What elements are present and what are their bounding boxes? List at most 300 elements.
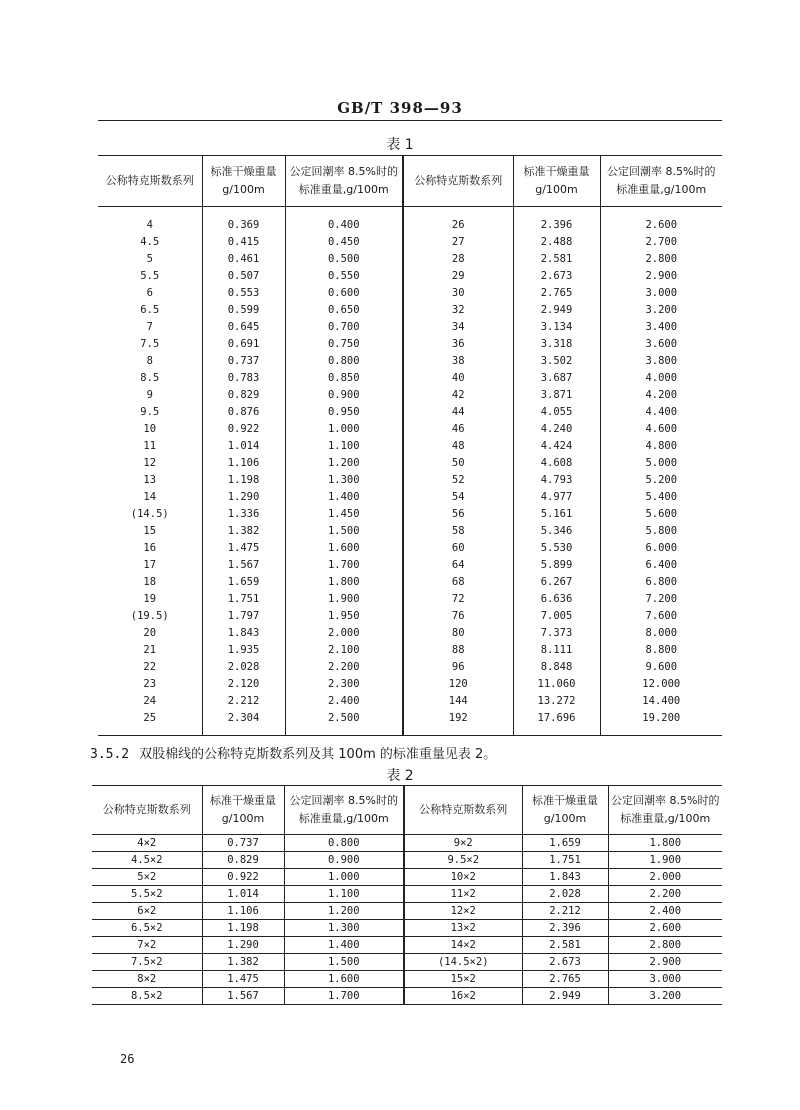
table1-header-dry-weight: 标准干燥重量 g/100m (202, 156, 285, 207)
tex-series-cell: 10×2 (404, 869, 522, 886)
tex-series-cell: 15 (98, 523, 202, 540)
table2 (92, 785, 722, 1005)
table2-header-row (92, 786, 722, 835)
dry-weight-cell: 2.581 (522, 937, 608, 954)
moisture-weight-cell: 2.800 (645, 253, 678, 265)
dry-weight-cell: 1.567 (202, 988, 284, 1005)
tex-series-cell: 6.5×2 (92, 920, 202, 937)
dry-weight-cell: 1.751 (202, 591, 285, 608)
moisture-weight-cell: 1.600 (284, 971, 404, 988)
moisture-weight-cell: 1.300 (285, 472, 403, 489)
moisture-weight-cell: 2.200 (608, 886, 722, 903)
dry-weight-cell: 3.687 (513, 370, 600, 387)
moisture-weight-cell: 5.000 (645, 457, 678, 469)
dry-weight-cell: 7.373 (513, 625, 600, 642)
dry-weight-cell: 1.198 (202, 472, 285, 489)
dry-weight-cell: 3.318 (513, 336, 600, 353)
table1-row (98, 574, 722, 591)
tex-series-cell: 40 (403, 370, 513, 387)
table1-row (98, 472, 722, 489)
moisture-weight-cell: 0.850 (285, 370, 403, 387)
dry-weight-cell: 1.475 (202, 540, 285, 557)
table2-row (92, 869, 722, 886)
moisture-weight-cell: 2.200 (285, 659, 403, 676)
tex-series-cell: 144 (403, 693, 513, 710)
dry-weight-cell: 1.797 (202, 608, 285, 625)
dry-weight-cell: 2.212 (522, 903, 608, 920)
dry-weight-cell: 3.871 (513, 387, 600, 404)
moisture-weight-cell: 8.800 (645, 644, 678, 656)
moisture-weight-cell: 6.800 (645, 576, 678, 588)
moisture-weight-cell: 3.200 (645, 304, 678, 316)
table1-row (98, 455, 722, 472)
dry-weight-cell: 2.304 (202, 710, 285, 736)
moisture-weight-cell: 1.100 (285, 438, 403, 455)
moisture-weight-cell: 0.400 (285, 207, 403, 235)
dry-weight-cell: 0.922 (202, 421, 285, 438)
tex-series-cell: 80 (403, 625, 513, 642)
dry-weight-cell: 1.382 (202, 954, 284, 971)
dry-weight-cell: 2.765 (522, 971, 608, 988)
moisture-weight-cell: 1.200 (285, 455, 403, 472)
tex-series-cell: 6.5 (98, 302, 202, 319)
tex-series-cell: 192 (403, 710, 513, 736)
tex-series-cell: 9.5 (98, 404, 202, 421)
dry-weight-cell: 0.415 (202, 234, 285, 251)
table1-row (98, 489, 722, 506)
tex-series-cell: 5.5×2 (92, 886, 202, 903)
table1-row (98, 591, 722, 608)
dry-weight-cell: 6.267 (513, 574, 600, 591)
table1-row (98, 387, 722, 404)
table2-header-moisture-weight-right: 公定回潮率 8.5%时的标准重量,g/100m (608, 786, 722, 835)
tex-series-cell: 17 (98, 557, 202, 574)
moisture-weight-cell: 2.000 (608, 869, 722, 886)
dry-weight-cell: 0.599 (202, 302, 285, 319)
tex-series-cell: 15×2 (404, 971, 522, 988)
tex-series-cell: 5.5 (98, 268, 202, 285)
tex-series-cell: 9×2 (404, 835, 522, 852)
moisture-weight-cell: 2.700 (645, 236, 678, 248)
tex-series-cell: 7.5 (98, 336, 202, 353)
tex-series-cell: 56 (403, 506, 513, 523)
moisture-weight-cell: 0.600 (285, 285, 403, 302)
dry-weight-cell: 4.793 (513, 472, 600, 489)
dry-weight-cell: 1.843 (202, 625, 285, 642)
dry-weight-cell: 1.382 (202, 523, 285, 540)
tex-series-cell: 6×2 (92, 903, 202, 920)
moisture-weight-cell: 1.600 (285, 540, 403, 557)
tex-series-cell: 23 (98, 676, 202, 693)
tex-series-cell: 30 (403, 285, 513, 302)
table1-row (98, 659, 722, 676)
tex-series-cell: 21 (98, 642, 202, 659)
tex-series-cell: 28 (403, 251, 513, 268)
table2-header-moisture-weight: 公定回潮率 8.5%时的标准重量,g/100m (284, 786, 404, 835)
dry-weight-cell: 2.488 (513, 234, 600, 251)
moisture-weight-cell: 1.800 (608, 835, 722, 852)
dry-weight-cell: 2.396 (513, 207, 600, 235)
dry-weight-cell: 5.346 (513, 523, 600, 540)
tex-series-cell: 58 (403, 523, 513, 540)
moisture-weight-cell: 4.600 (645, 423, 678, 435)
moisture-weight-cell: 0.800 (285, 353, 403, 370)
moisture-weight-cell: 2.800 (608, 937, 722, 954)
dry-weight-cell: 0.783 (202, 370, 285, 387)
moisture-weight-cell: 0.800 (284, 835, 404, 852)
table2-header-dry-weight: 标准干燥重量 g/100m (202, 786, 284, 835)
tex-series-cell: 4×2 (92, 835, 202, 852)
dry-weight-cell: 2.673 (513, 268, 600, 285)
table1 (98, 155, 722, 736)
table1-row (98, 207, 722, 235)
table2-row (92, 988, 722, 1005)
dry-weight-cell: 1.475 (202, 971, 284, 988)
dry-weight-cell: 0.553 (202, 285, 285, 302)
dry-weight-cell: 11.060 (513, 676, 600, 693)
table1-row (98, 693, 722, 710)
tex-series-cell: 32 (403, 302, 513, 319)
tex-series-cell: (14.5) (98, 506, 202, 523)
dry-weight-cell: 2.028 (522, 886, 608, 903)
moisture-weight-cell: 0.450 (285, 234, 403, 251)
moisture-weight-cell: 7.600 (645, 610, 678, 622)
dry-weight-cell: 6.636 (513, 591, 600, 608)
section-number: 3.5.2 (90, 747, 130, 762)
dry-weight-cell: 2.949 (522, 988, 608, 1005)
tex-series-cell: 48 (403, 438, 513, 455)
table2-header-tex-series-right: 公称特克斯数系列 (404, 786, 522, 835)
table2-row (92, 920, 722, 937)
tex-series-cell: 4.5 (98, 234, 202, 251)
table2-row (92, 903, 722, 920)
tex-series-cell: 96 (403, 659, 513, 676)
moisture-weight-cell: 1.500 (284, 954, 404, 971)
tex-series-cell: 11×2 (404, 886, 522, 903)
tex-series-cell: 34 (403, 319, 513, 336)
table1-row (98, 540, 722, 557)
tex-series-cell: (14.5×2) (404, 954, 522, 971)
moisture-weight-cell: 4.400 (645, 406, 678, 418)
moisture-weight-cell: 6.000 (645, 542, 678, 554)
table1-header-row (98, 156, 722, 207)
moisture-weight-cell: 0.700 (285, 319, 403, 336)
dry-weight-cell: 1.659 (522, 835, 608, 852)
tex-series-cell: 20 (98, 625, 202, 642)
table1-row (98, 438, 722, 455)
tex-series-cell: 7×2 (92, 937, 202, 954)
table1-row (98, 302, 722, 319)
dry-weight-cell: 5.530 (513, 540, 600, 557)
moisture-weight-cell: 1.950 (285, 608, 403, 625)
tex-series-cell: 14×2 (404, 937, 522, 954)
dry-weight-cell: 13.272 (513, 693, 600, 710)
dry-weight-cell: 2.581 (513, 251, 600, 268)
dry-weight-cell: 8.848 (513, 659, 600, 676)
table1-header-dry-weight-right: 标准干燥重量 g/100m (513, 156, 600, 207)
dry-weight-cell: 4.240 (513, 421, 600, 438)
table1-row (98, 625, 722, 642)
table1-header-moisture-weight-right: 公定回潮率 8.5%时的标准重量,g/100m (600, 156, 722, 207)
dry-weight-cell: 1.935 (202, 642, 285, 659)
moisture-weight-cell: 1.000 (284, 869, 404, 886)
dry-weight-cell: 0.369 (202, 207, 285, 235)
moisture-weight-cell: 5.400 (645, 491, 678, 503)
dry-weight-cell: 4.977 (513, 489, 600, 506)
table1-row (98, 421, 722, 438)
tex-series-cell: 8.5 (98, 370, 202, 387)
tex-series-cell: 29 (403, 268, 513, 285)
moisture-weight-cell: 2.500 (285, 710, 403, 736)
header-rule (98, 120, 722, 121)
table1-header-tex-series-right: 公称特克斯数系列 (403, 156, 513, 207)
moisture-weight-cell: 2.600 (608, 920, 722, 937)
tex-series-cell: 22 (98, 659, 202, 676)
moisture-weight-cell: 2.300 (285, 676, 403, 693)
tex-series-cell: 16 (98, 540, 202, 557)
moisture-weight-cell: 0.500 (285, 251, 403, 268)
table1-caption: 表 1 (386, 137, 414, 153)
moisture-weight-cell: 1.700 (284, 988, 404, 1005)
moisture-weight-cell: 4.800 (645, 440, 678, 452)
table1-header-moisture-weight: 公定回潮率 8.5%时的标准重量,g/100m (285, 156, 403, 207)
table1-row (98, 557, 722, 574)
dry-weight-cell: 1.751 (522, 852, 608, 869)
table1-row (98, 251, 722, 268)
dry-weight-cell: 1.290 (202, 937, 284, 954)
tex-series-cell: 25 (98, 710, 202, 736)
tex-series-cell: 9 (98, 387, 202, 404)
dry-weight-cell: 1.336 (202, 506, 285, 523)
tex-series-cell: 27 (403, 234, 513, 251)
moisture-weight-cell: 0.900 (284, 852, 404, 869)
moisture-weight-cell: 0.650 (285, 302, 403, 319)
dry-weight-cell: 0.922 (202, 869, 284, 886)
dry-weight-cell: 3.502 (513, 353, 600, 370)
dry-weight-cell: 2.949 (513, 302, 600, 319)
table1-row (98, 285, 722, 302)
table2-row (92, 835, 722, 852)
dry-weight-cell: 5.899 (513, 557, 600, 574)
dry-weight-cell: 1.198 (202, 920, 284, 937)
tex-series-cell: 5 (98, 251, 202, 268)
tex-series-cell: 26 (403, 207, 513, 235)
dry-weight-cell: 1.843 (522, 869, 608, 886)
moisture-weight-cell: 3.000 (645, 287, 678, 299)
tex-series-cell: 46 (403, 421, 513, 438)
moisture-weight-cell: 1.900 (608, 852, 722, 869)
table2-header-dry-weight-right: 标准干燥重量 g/100m (522, 786, 608, 835)
tex-series-cell: 38 (403, 353, 513, 370)
moisture-weight-cell: 2.600 (645, 219, 678, 231)
moisture-weight-cell: 5.800 (645, 525, 678, 537)
dry-weight-cell: 0.461 (202, 251, 285, 268)
tex-series-cell: 14 (98, 489, 202, 506)
tex-series-cell: (19.5) (98, 608, 202, 625)
moisture-weight-cell: 2.400 (285, 693, 403, 710)
moisture-weight-cell: 1.300 (284, 920, 404, 937)
dry-weight-cell: 8.111 (513, 642, 600, 659)
moisture-weight-cell: 6.400 (645, 559, 678, 571)
tex-series-cell: 6 (98, 285, 202, 302)
table1-row (98, 404, 722, 421)
table2-caption: 表 2 (386, 768, 414, 784)
table1-row (98, 268, 722, 285)
tex-series-cell: 54 (403, 489, 513, 506)
moisture-weight-cell: 0.900 (285, 387, 403, 404)
table2-row (92, 954, 722, 971)
dry-weight-cell: 2.120 (202, 676, 285, 693)
dry-weight-cell: 2.212 (202, 693, 285, 710)
tex-series-cell: 68 (403, 574, 513, 591)
moisture-weight-cell: 12.000 (642, 678, 681, 690)
table1-row (98, 710, 722, 736)
dry-weight-cell: 0.737 (202, 835, 284, 852)
dry-weight-cell: 2.765 (513, 285, 600, 302)
dry-weight-cell: 2.673 (522, 954, 608, 971)
table1-row (98, 336, 722, 353)
tex-series-cell: 76 (403, 608, 513, 625)
moisture-weight-cell: 2.900 (608, 954, 722, 971)
tex-series-cell: 18 (98, 574, 202, 591)
dry-weight-cell: 1.290 (202, 489, 285, 506)
moisture-weight-cell: 19.200 (642, 712, 681, 724)
tex-series-cell: 44 (403, 404, 513, 421)
tex-series-cell: 19 (98, 591, 202, 608)
tex-series-cell: 9.5×2 (404, 852, 522, 869)
dry-weight-cell: 7.005 (513, 608, 600, 625)
moisture-weight-cell: 9.600 (645, 661, 678, 673)
table2-header-tex-series: 公称特克斯数系列 (92, 786, 202, 835)
moisture-weight-cell: 0.750 (285, 336, 403, 353)
moisture-weight-cell: 3.200 (608, 988, 722, 1005)
moisture-weight-cell: 3.400 (645, 321, 678, 333)
moisture-weight-cell: 14.400 (642, 695, 681, 707)
table1-header-tex-series: 公称特克斯数系列 (98, 156, 202, 207)
moisture-weight-cell: 5.600 (645, 508, 678, 520)
moisture-weight-cell: 1.500 (285, 523, 403, 540)
dry-weight-cell: 2.028 (202, 659, 285, 676)
tex-series-cell: 36 (403, 336, 513, 353)
tex-series-cell: 4 (98, 207, 202, 235)
table1-row (98, 642, 722, 659)
moisture-weight-cell: 1.800 (285, 574, 403, 591)
tex-series-cell: 72 (403, 591, 513, 608)
tex-series-cell: 7.5×2 (92, 954, 202, 971)
dry-weight-cell: 0.691 (202, 336, 285, 353)
dry-weight-cell: 2.396 (522, 920, 608, 937)
tex-series-cell: 52 (403, 472, 513, 489)
moisture-weight-cell: 2.000 (285, 625, 403, 642)
moisture-weight-cell: 1.400 (285, 489, 403, 506)
tex-series-cell: 5×2 (92, 869, 202, 886)
dry-weight-cell: 17.696 (513, 710, 600, 736)
table2-row (92, 971, 722, 988)
tex-series-cell: 8 (98, 353, 202, 370)
moisture-weight-cell: 2.400 (608, 903, 722, 920)
tex-series-cell: 120 (403, 676, 513, 693)
tex-series-cell: 24 (98, 693, 202, 710)
table1-row (98, 353, 722, 370)
moisture-weight-cell: 3.800 (645, 355, 678, 367)
dry-weight-cell: 0.507 (202, 268, 285, 285)
tex-series-cell: 8.5×2 (92, 988, 202, 1005)
tex-series-cell: 88 (403, 642, 513, 659)
moisture-weight-cell: 4.200 (645, 389, 678, 401)
table1-row (98, 506, 722, 523)
table2-row (92, 937, 722, 954)
table2-body (92, 835, 722, 1005)
tex-series-cell: 13×2 (404, 920, 522, 937)
dry-weight-cell: 4.055 (513, 404, 600, 421)
moisture-weight-cell: 5.200 (645, 474, 678, 486)
dry-weight-cell: 1.106 (202, 903, 284, 920)
tex-series-cell: 13 (98, 472, 202, 489)
table1-row (98, 370, 722, 387)
tex-series-cell: 60 (403, 540, 513, 557)
table1-row (98, 523, 722, 540)
moisture-weight-cell: 0.950 (285, 404, 403, 421)
moisture-weight-cell: 1.700 (285, 557, 403, 574)
table2-row (92, 852, 722, 869)
table2-row (92, 886, 722, 903)
tex-series-cell: 16×2 (404, 988, 522, 1005)
tex-series-cell: 12×2 (404, 903, 522, 920)
moisture-weight-cell: 1.000 (285, 421, 403, 438)
moisture-weight-cell: 1.400 (284, 937, 404, 954)
table1-row (98, 608, 722, 625)
section-3-5-2 (90, 743, 496, 762)
tex-series-cell: 12 (98, 455, 202, 472)
dry-weight-cell: 4.424 (513, 438, 600, 455)
dry-weight-cell: 0.737 (202, 353, 285, 370)
moisture-weight-cell: 3.000 (608, 971, 722, 988)
page-number: 26 (120, 1052, 135, 1066)
tex-series-cell: 8×2 (92, 971, 202, 988)
dry-weight-cell: 0.876 (202, 404, 285, 421)
moisture-weight-cell: 1.900 (285, 591, 403, 608)
moisture-weight-cell: 2.900 (645, 270, 678, 282)
moisture-weight-cell: 3.600 (645, 338, 678, 350)
moisture-weight-cell: 1.450 (285, 506, 403, 523)
section-text: 双股棉线的公称特克斯数系列及其 100m 的标准重量见表 2。 (139, 747, 497, 762)
dry-weight-cell: 1.567 (202, 557, 285, 574)
dry-weight-cell: 0.829 (202, 852, 284, 869)
tex-series-cell: 7 (98, 319, 202, 336)
table1-row (98, 319, 722, 336)
dry-weight-cell: 0.645 (202, 319, 285, 336)
moisture-weight-cell: 2.100 (285, 642, 403, 659)
moisture-weight-cell: 4.000 (645, 372, 678, 384)
tex-series-cell: 4.5×2 (92, 852, 202, 869)
dry-weight-cell: 0.829 (202, 387, 285, 404)
dry-weight-cell: 1.106 (202, 455, 285, 472)
tex-series-cell: 10 (98, 421, 202, 438)
tex-series-cell: 42 (403, 387, 513, 404)
tex-series-cell: 11 (98, 438, 202, 455)
table1-body (98, 207, 722, 736)
moisture-weight-cell: 1.200 (284, 903, 404, 920)
dry-weight-cell: 1.659 (202, 574, 285, 591)
standard-code-header: GB/T 398—93 (337, 99, 463, 117)
moisture-weight-cell: 7.200 (645, 593, 678, 605)
dry-weight-cell: 1.014 (202, 886, 284, 903)
tex-series-cell: 64 (403, 557, 513, 574)
moisture-weight-cell: 0.550 (285, 268, 403, 285)
dry-weight-cell: 1.014 (202, 438, 285, 455)
table1-row (98, 676, 722, 693)
moisture-weight-cell: 8.000 (645, 627, 678, 639)
